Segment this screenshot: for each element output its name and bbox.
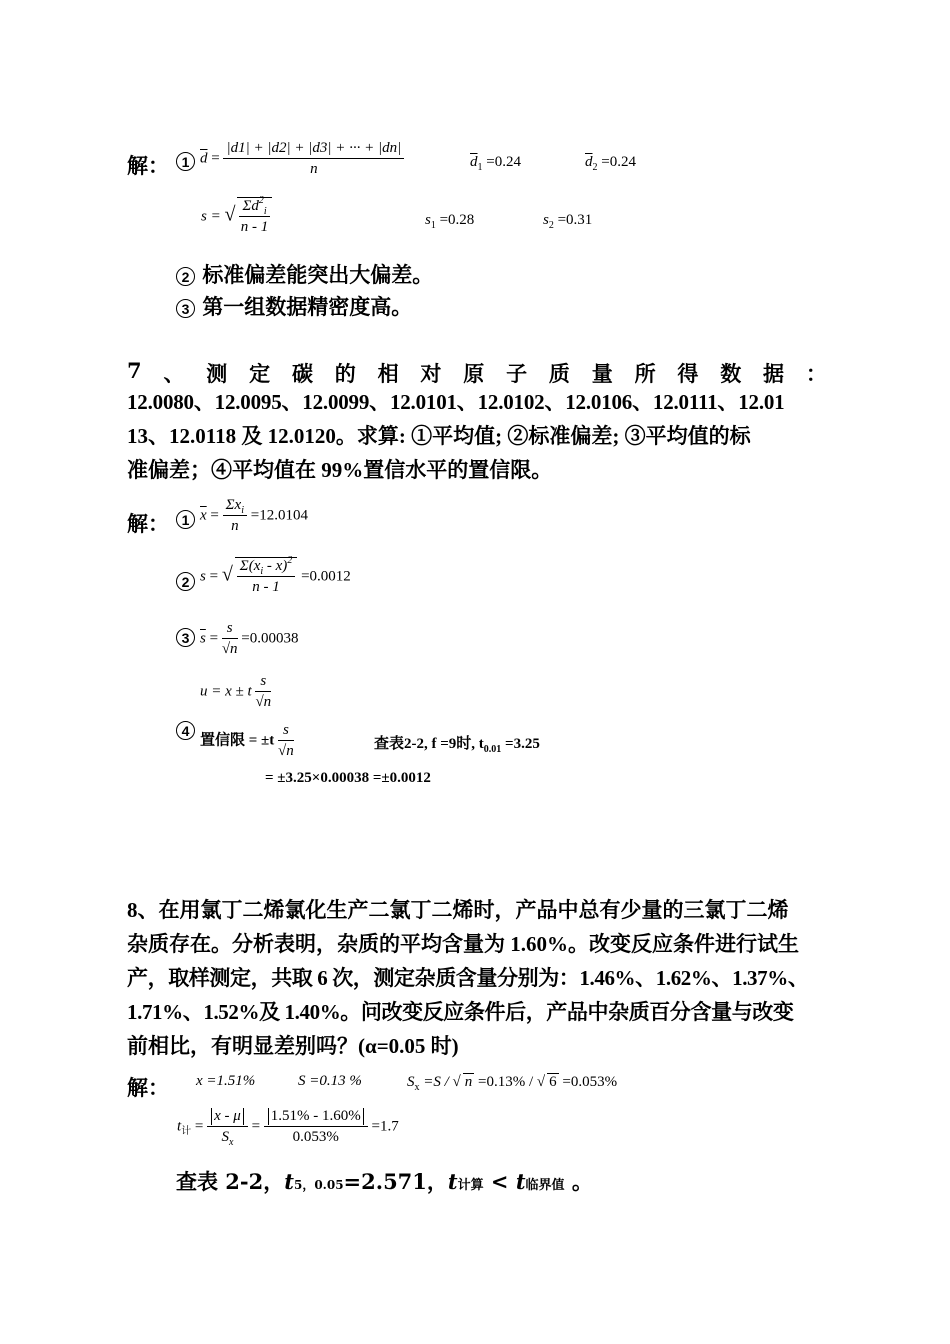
p7-line1: [127, 358, 827, 388]
mean-formula: $\overline{x}$ = $\frac{\Sigma x_i}{n}$ =12.0104: [200, 497, 308, 534]
circled-2-icon: 2: [176, 571, 195, 591]
p8-S: S =0.13 %: [298, 1073, 362, 1089]
confidence-interval-formula: u = x ± t $\frac{s}{√n}$: [200, 673, 272, 710]
p7-line1-char: 所: [634, 361, 656, 386]
p8-stats: [196, 1073, 255, 1090]
circled-3-icon: 3: [176, 299, 195, 318]
p7-line1-char: 质: [548, 361, 570, 386]
s1-value: $s_1 =0.28$: [425, 212, 475, 231]
p7-line2: 12.0080、12.0095、12.0099、12.0101、12.0102、12.0106、12.0111、12.01: [127, 390, 785, 414]
p7-line1-char: 原: [463, 361, 485, 386]
p8-solution-label: 解：: [127, 1075, 169, 1100]
p7-line1-char: ：: [805, 361, 827, 386]
p6-solution-label: 解：: [127, 153, 169, 178]
answer-3: 3 第一组数据精密度高。: [176, 291, 412, 321]
circled-4-icon: 4: [176, 720, 195, 740]
p8-conclusion: 查表 2-2，t5，0.05=2.571，t计算 < t临界值 。: [176, 1169, 593, 1194]
circled-3-icon: 3: [176, 627, 195, 647]
p7-line1-char: 碳: [291, 361, 313, 386]
circled-2-icon: 2: [176, 267, 195, 286]
d2-value: $\overline{d}_2 =0.24$: [585, 154, 636, 173]
std-dev-formula: s = √ $\frac{\Sigma d^2_i}{n - 1}$: [201, 197, 272, 236]
p7-line1-char: 得: [677, 361, 699, 386]
p8-line1: 8、在用氯丁二烯氯化生产二氯丁二烯时，产品中总有少量的三氯丁二烯: [127, 898, 789, 922]
p7-line1-char: 数: [720, 361, 742, 386]
p7-line1-char: 子: [506, 361, 528, 386]
p8-line3: 产，取样测定，共取 6 次，测定杂质含量分别为：1.46%、1.62%、1.37%、: [127, 966, 809, 990]
p7-line1-char: 7: [127, 358, 142, 383]
sd-formula: s = √ $\frac{\Sigma(x_i - x)^2}{n - 1}$ =0.0012: [200, 555, 351, 595]
table-lookup: 查表2-2, f =9时, $t_{0.01} =3.25$: [374, 736, 540, 755]
circled-1-icon: 1: [176, 151, 195, 171]
p7-line3: 13、12.0118 及 12.0120。求算: ①平均值; ②标准偏差; ③平均值的标: [127, 424, 751, 448]
p7-line4: 准偏差；④平均值在 99%置信水平的置信限。: [127, 458, 553, 482]
p8-xbar: x =1.51%: [196, 1073, 256, 1089]
p8-line2: 杂质存在。分析表明，杂质的平均含量为 1.60%。改变反应条件进行试生: [127, 932, 799, 956]
answer-2: 2 标准偏差能突出大偏差。: [176, 259, 433, 289]
p7-line1-char: 定: [249, 361, 271, 386]
p8-Sx: $S_x =S$ / √ n =0.13% / √ 6 =0.053%: [407, 1074, 618, 1093]
d1-value: $\overline{d}_1 =0.24$: [470, 154, 521, 173]
s2-value: $s_2 =0.31$: [543, 212, 593, 231]
p7-line1-char: 、: [163, 361, 185, 386]
confidence-limit-result: = ±3.25×0.00038 =±0.0012: [265, 770, 431, 786]
p7-solution-label: 解：: [127, 511, 169, 536]
p7-line1-char: 相: [377, 361, 399, 386]
t-test-formula: $t_计$ = $\frac{x - \mu}{S_x}$ = $\frac{1.51\% - 1.60\%}{0.053\%}$ =1.7: [177, 1108, 399, 1148]
p8-line5: 前相比，有明显差别吗？(α=0.05 时): [127, 1034, 459, 1058]
p7-line1-char: 测: [206, 361, 228, 386]
p8-line4: 1.71%、1.52%及 1.40%。问改变反应条件后，产品中杂质百分含量与改变: [127, 1000, 794, 1024]
std-error-formula: $\overline{s}$ = $\frac{s}{√n}$ =0.00038: [200, 620, 299, 657]
p7-line1-char: 据: [763, 361, 785, 386]
p7-line1-char: 的: [334, 361, 356, 386]
p7-line1-char: 量: [591, 361, 613, 386]
mean-deviation-formula: $\overline{d}$ = $\frac{|d1| + |d2| + |d3| + \cdot\cdot\cdot + |dn|}{n}$: [200, 140, 404, 178]
confidence-limit-formula: 置信限 = ±t $\frac{s}{√n}$: [200, 722, 294, 759]
circled-1-icon: 1: [176, 509, 195, 529]
p7-line1-char: 对: [420, 361, 442, 386]
